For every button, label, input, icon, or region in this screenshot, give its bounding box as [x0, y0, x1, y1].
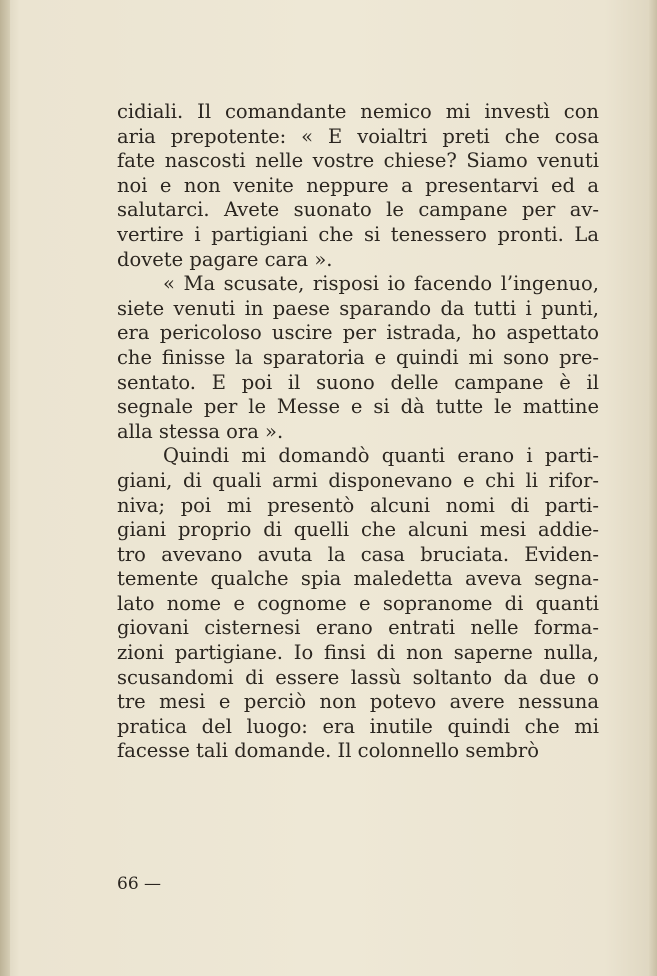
text-line: tro avevano avuta la casa bruciata. Eviden-: [117, 542, 599, 566]
text-line: che finisse la sparatoria e quindi mi sono pre-: [117, 345, 599, 369]
book-spine-shadow: [0, 0, 10, 976]
text-line: siete venuti in paese sparando da tutti i punti,: [117, 296, 599, 320]
text-line: cidiali. Il comandante nemico mi investì con: [117, 100, 599, 123]
text-line: tre mesi e perciò non potevo avere nessuna: [117, 690, 599, 714]
text-line: era pericoloso uscire per istrada, ho aspettato: [117, 321, 599, 345]
text-line: scusandomi di essere lassù soltanto da due o: [117, 665, 599, 689]
paragraph: [117, 100, 599, 272]
text-line: sentato. E poi il suono delle campane è il: [117, 370, 599, 394]
text-line: lato nome e cognome e sopranome di quanti: [117, 591, 599, 615]
text-line: noi e non venite neppure a presentarvi ed a: [117, 173, 599, 197]
text-line: pratica del luogo: era inutile quindi che mi: [117, 714, 599, 738]
text-line: salutarci. Avete suonato le campane per av-: [117, 198, 599, 222]
text-line: vertire i partigiani che si tenessero pronti. La: [117, 222, 599, 246]
text-line: niva; poi mi presentò alcuni nomi di parti-: [117, 493, 599, 517]
text-line: fate nascosti nelle vostre chiese? Siamo venuti: [117, 149, 599, 173]
text-line: aria prepotente: « E voialtri preti che cosa: [117, 124, 599, 148]
text-line: segnale per le Messe e si dà tutte le mattine: [117, 395, 599, 419]
text-line: alla stessa ora ».: [117, 419, 284, 443]
page-number: 66 —: [117, 874, 162, 894]
text-line: « Ma scusate, risposi io facendo l’ingenuo,: [163, 272, 599, 296]
paragraph: [117, 272, 599, 444]
text-line: giani, di quali armi disponevano e chi li rifor-: [117, 468, 599, 492]
text-line: temente qualche spia maledetta aveva segna-: [117, 567, 599, 591]
text-line: zioni partigiane. Io finsi di non saperne nulla,: [117, 641, 599, 665]
text-line: Quindi mi domandò quanti erano i parti-: [163, 444, 599, 468]
text-line: giovani cisternesi erano entrati nelle forma-: [117, 616, 599, 640]
paragraph: [117, 444, 599, 764]
body-text: [117, 100, 599, 764]
text-line: dovete pagare cara ».: [117, 247, 333, 271]
text-line: giani proprio di quelli che alcuni mesi addie-: [117, 518, 599, 542]
page-edge: [649, 0, 657, 976]
text-line: facesse tali domande. Il colonnello sembrò: [117, 739, 539, 763]
